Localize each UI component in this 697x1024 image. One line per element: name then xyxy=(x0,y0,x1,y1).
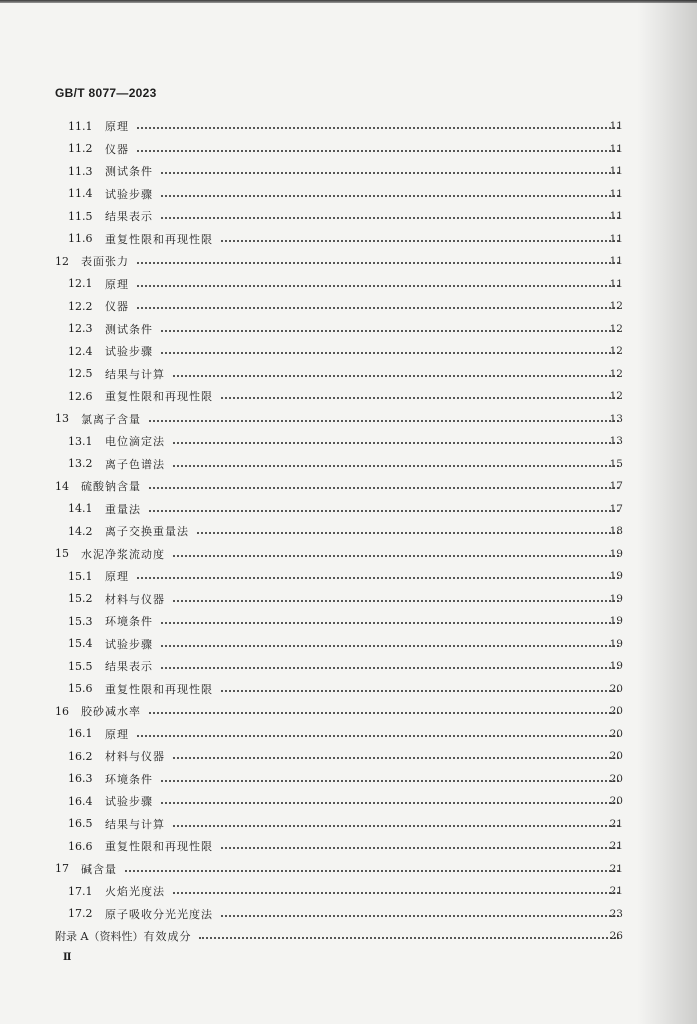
toc-entry-title: 电位滴定法 xyxy=(105,435,165,449)
toc-entry-page: 20 xyxy=(609,727,623,740)
toc-dot-leader xyxy=(173,757,619,759)
toc-dot-leader xyxy=(173,892,619,894)
toc-entry-title: 材料与仪器 xyxy=(105,592,165,606)
toc-entry[interactable] xyxy=(0,880,697,903)
toc-entry-title: 结果表示 xyxy=(105,210,153,224)
toc-entry[interactable] xyxy=(0,385,697,408)
toc-entry[interactable] xyxy=(0,835,697,858)
toc-dot-leader xyxy=(161,352,619,354)
toc-entry-page: 11 xyxy=(609,187,623,200)
toc-entry-page: 11 xyxy=(609,142,623,155)
toc-entry-page: 19 xyxy=(609,660,623,673)
toc-entry-title: 原理 xyxy=(105,277,129,291)
toc-entry-number: 16.4 xyxy=(68,794,93,808)
toc-entry-page: 12 xyxy=(609,300,623,313)
toc-entry-number: 15.1 xyxy=(68,569,93,583)
toc-entry-page: 11 xyxy=(609,210,623,223)
toc-entry-title: 氯离子含量 xyxy=(81,412,141,426)
toc-entry[interactable] xyxy=(0,700,697,723)
toc-entry[interactable] xyxy=(0,745,697,768)
toc-entry-page: 11 xyxy=(609,232,623,245)
toc-dot-leader xyxy=(173,555,619,557)
toc-entry-title: 试验步骤 xyxy=(105,637,153,651)
toc-entry-page: 21 xyxy=(609,885,623,898)
toc-dot-leader xyxy=(161,217,619,219)
toc-entry-page: 17 xyxy=(609,480,623,493)
toc-entry[interactable] xyxy=(0,543,697,566)
toc-entry[interactable] xyxy=(0,318,697,341)
toc-entry-number: 12.1 xyxy=(68,277,93,291)
toc-entry-title: 环境条件 xyxy=(105,772,153,786)
toc-appendix-entry[interactable] xyxy=(0,925,697,948)
toc-entry[interactable] xyxy=(0,655,697,678)
toc-entry[interactable] xyxy=(0,453,697,476)
toc-entry[interactable] xyxy=(0,723,697,746)
toc-entry-title: 测试条件 xyxy=(105,322,153,336)
toc-entry-page: 20 xyxy=(609,772,623,785)
toc-dot-leader xyxy=(137,285,619,287)
toc-entry-page: 11 xyxy=(609,165,623,178)
toc-entry-number: 15.4 xyxy=(68,637,93,651)
toc-entry-number: 11.5 xyxy=(68,209,93,223)
toc-entry-page: 18 xyxy=(609,525,623,538)
toc-dot-leader xyxy=(161,667,619,669)
toc-entry-page: 19 xyxy=(609,615,623,628)
toc-entry-page: 20 xyxy=(609,750,623,763)
toc-entry-page: 21 xyxy=(609,840,623,853)
toc-entry-number: 16.1 xyxy=(68,727,93,741)
toc-entry-title: 重量法 xyxy=(105,502,141,516)
toc-dot-leader xyxy=(197,532,619,534)
toc-dot-leader xyxy=(161,802,619,804)
toc-entry[interactable] xyxy=(0,903,697,926)
toc-entry[interactable] xyxy=(0,295,697,318)
toc-dot-leader xyxy=(137,307,619,309)
toc-entry-page: 19 xyxy=(609,592,623,605)
toc-entry-number: 12 xyxy=(55,254,69,268)
toc-entry-number: 12.2 xyxy=(68,299,93,313)
toc-entry-number: 12.5 xyxy=(68,367,93,381)
toc-entry[interactable] xyxy=(0,430,697,453)
toc-dot-leader xyxy=(173,442,619,444)
toc-dot-leader xyxy=(161,195,619,197)
page-top-edge xyxy=(0,0,697,3)
toc-entry-title: 原子吸收分光光度法 xyxy=(105,907,213,921)
toc-entry[interactable] xyxy=(0,813,697,836)
toc-entry[interactable] xyxy=(0,340,697,363)
toc-entry[interactable] xyxy=(0,408,697,431)
toc-dot-leader xyxy=(173,600,619,602)
toc-entry-page: 12 xyxy=(609,345,623,358)
toc-entry[interactable] xyxy=(0,790,697,813)
toc-entry-page: 13 xyxy=(609,435,623,448)
toc-entry-number: 12.6 xyxy=(68,389,93,403)
toc-entry[interactable] xyxy=(0,678,697,701)
toc-dot-leader xyxy=(173,825,619,827)
toc-dot-leader xyxy=(149,487,619,489)
toc-entry[interactable] xyxy=(0,205,697,228)
toc-entry[interactable] xyxy=(0,250,697,273)
toc-entry-title: 结果表示 xyxy=(105,660,153,674)
toc-entry[interactable] xyxy=(0,228,697,251)
toc-entry-page: 12 xyxy=(609,367,623,380)
toc-entry-title: 材料与仪器 xyxy=(105,750,165,764)
toc-entry-number: 15.6 xyxy=(68,682,93,696)
toc-entry-title: 结果与计算 xyxy=(105,817,165,831)
toc-entry-number: 13 xyxy=(55,412,69,426)
page-number-footer: Ⅱ xyxy=(63,952,71,963)
toc-entry-page: 26 xyxy=(609,930,623,943)
toc-entry-page: 21 xyxy=(609,817,623,830)
toc-entry-number: 附录 A（资料性） xyxy=(55,930,144,944)
table-of-contents xyxy=(0,115,697,948)
toc-entry-page: 11 xyxy=(609,255,623,268)
toc-dot-leader xyxy=(137,262,619,264)
toc-entry-page: 15 xyxy=(609,457,623,470)
toc-entry[interactable] xyxy=(0,520,697,543)
toc-entry-number: 16.3 xyxy=(68,772,93,786)
toc-entry-page: 21 xyxy=(609,862,623,875)
toc-entry[interactable] xyxy=(0,858,697,881)
toc-entry-number: 16.6 xyxy=(68,839,93,853)
toc-dot-leader xyxy=(173,375,619,377)
toc-entry-number: 11.3 xyxy=(68,164,93,178)
toc-entry-number: 16.2 xyxy=(68,749,93,763)
toc-dot-leader xyxy=(161,330,619,332)
toc-entry-number: 15.2 xyxy=(68,592,93,606)
toc-entry-page: 11 xyxy=(609,120,623,133)
toc-entry[interactable] xyxy=(0,588,697,611)
toc-dot-leader xyxy=(137,735,619,737)
toc-entry-title: 仪器 xyxy=(105,142,129,156)
toc-entry-number: 13.2 xyxy=(68,457,93,471)
toc-entry-page: 17 xyxy=(609,502,623,515)
toc-entry-title: 原理 xyxy=(105,120,129,134)
toc-dot-leader xyxy=(137,127,619,129)
toc-entry-title: 表面张力 xyxy=(81,255,129,269)
toc-entry-number: 11.1 xyxy=(68,119,93,133)
document-code-header: GB/T 8077—2023 xyxy=(55,86,157,100)
toc-dot-leader xyxy=(161,645,619,647)
toc-entry-title: 硫酸钠含量 xyxy=(81,480,141,494)
toc-entry-title: 原理 xyxy=(105,570,129,584)
toc-entry[interactable] xyxy=(0,475,697,498)
toc-entry-page: 12 xyxy=(609,322,623,335)
toc-entry-number: 12.3 xyxy=(68,322,93,336)
toc-entry-title: 原理 xyxy=(105,727,129,741)
toc-dot-leader xyxy=(125,870,619,872)
toc-dot-leader xyxy=(149,712,619,714)
toc-entry-title: 环境条件 xyxy=(105,615,153,629)
toc-dot-leader xyxy=(221,915,619,917)
toc-entry[interactable] xyxy=(0,160,697,183)
toc-entry-number: 14.2 xyxy=(68,524,93,538)
toc-entry-page: 11 xyxy=(609,277,623,290)
toc-entry-page: 12 xyxy=(609,390,623,403)
toc-dot-leader xyxy=(221,847,619,849)
toc-entry-number: 15 xyxy=(55,547,69,561)
toc-entry-number: 12.4 xyxy=(68,344,93,358)
toc-dot-leader xyxy=(161,622,619,624)
toc-entry-number: 16.5 xyxy=(68,817,93,831)
toc-entry-title: 重复性限和再现性限 xyxy=(105,232,213,246)
toc-entry-title: 胶砂减水率 xyxy=(81,705,141,719)
toc-entry-page: 19 xyxy=(609,637,623,650)
toc-dot-leader xyxy=(173,465,619,467)
toc-entry[interactable] xyxy=(0,610,697,633)
toc-entry-number: 15.5 xyxy=(68,659,93,673)
toc-entry[interactable] xyxy=(0,498,697,521)
toc-entry-number: 16 xyxy=(55,704,69,718)
toc-entry-page: 20 xyxy=(609,795,623,808)
toc-entry-number: 11.2 xyxy=(68,142,93,156)
toc-entry-page: 19 xyxy=(609,570,623,583)
toc-entry-title: 离子色谱法 xyxy=(105,457,165,471)
toc-entry-number: 15.3 xyxy=(68,614,93,628)
toc-entry-number: 17.2 xyxy=(68,907,93,921)
toc-entry-title: 火焰光度法 xyxy=(105,885,165,899)
toc-entry-number: 13.1 xyxy=(68,434,93,448)
toc-entry-number: 14.1 xyxy=(68,502,93,516)
toc-entry-title: 碱含量 xyxy=(81,862,117,876)
toc-entry-title: 仪器 xyxy=(105,300,129,314)
toc-entry-page: 13 xyxy=(609,412,623,425)
toc-dot-leader xyxy=(221,240,619,242)
toc-entry-title: 重复性限和再现性限 xyxy=(105,682,213,696)
toc-entry-page: 20 xyxy=(609,682,623,695)
toc-entry-title: 结果与计算 xyxy=(105,367,165,381)
toc-entry-title: 试验步骤 xyxy=(105,345,153,359)
toc-entry[interactable] xyxy=(0,633,697,656)
toc-dot-leader xyxy=(161,172,619,174)
toc-entry-title: 试验步骤 xyxy=(105,795,153,809)
toc-dot-leader xyxy=(149,510,619,512)
toc-entry-number: 17 xyxy=(55,862,69,876)
toc-entry[interactable] xyxy=(0,115,697,138)
toc-entry-title: 有效成分 xyxy=(143,930,192,944)
toc-dot-leader xyxy=(199,937,619,939)
toc-dot-leader xyxy=(221,397,619,399)
toc-entry[interactable] xyxy=(0,565,697,588)
toc-dot-leader xyxy=(137,150,619,152)
toc-entry-title: 重复性限和再现性限 xyxy=(105,390,213,404)
toc-dot-leader xyxy=(161,780,619,782)
toc-entry-page: 19 xyxy=(609,547,623,560)
toc-entry-number: 11.6 xyxy=(68,232,93,246)
toc-entry-page: 23 xyxy=(609,907,623,920)
toc-dot-leader xyxy=(137,577,619,579)
toc-entry-number: 17.1 xyxy=(68,884,93,898)
toc-entry-page: 20 xyxy=(609,705,623,718)
toc-entry-title: 测试条件 xyxy=(105,165,153,179)
toc-entry-number: 14 xyxy=(55,479,69,493)
toc-dot-leader xyxy=(221,690,619,692)
toc-entry-title: 重复性限和再现性限 xyxy=(105,840,213,854)
toc-entry[interactable] xyxy=(0,768,697,791)
toc-dot-leader xyxy=(149,420,619,422)
toc-entry-number: 11.4 xyxy=(68,187,93,201)
toc-entry[interactable] xyxy=(0,183,697,206)
toc-entry[interactable] xyxy=(0,273,697,296)
toc-entry-title: 试验步骤 xyxy=(105,187,153,201)
toc-entry-title: 离子交换重量法 xyxy=(105,525,189,539)
toc-entry[interactable] xyxy=(0,363,697,386)
toc-entry[interactable] xyxy=(0,138,697,161)
toc-entry-title: 水泥净浆流动度 xyxy=(81,547,165,561)
